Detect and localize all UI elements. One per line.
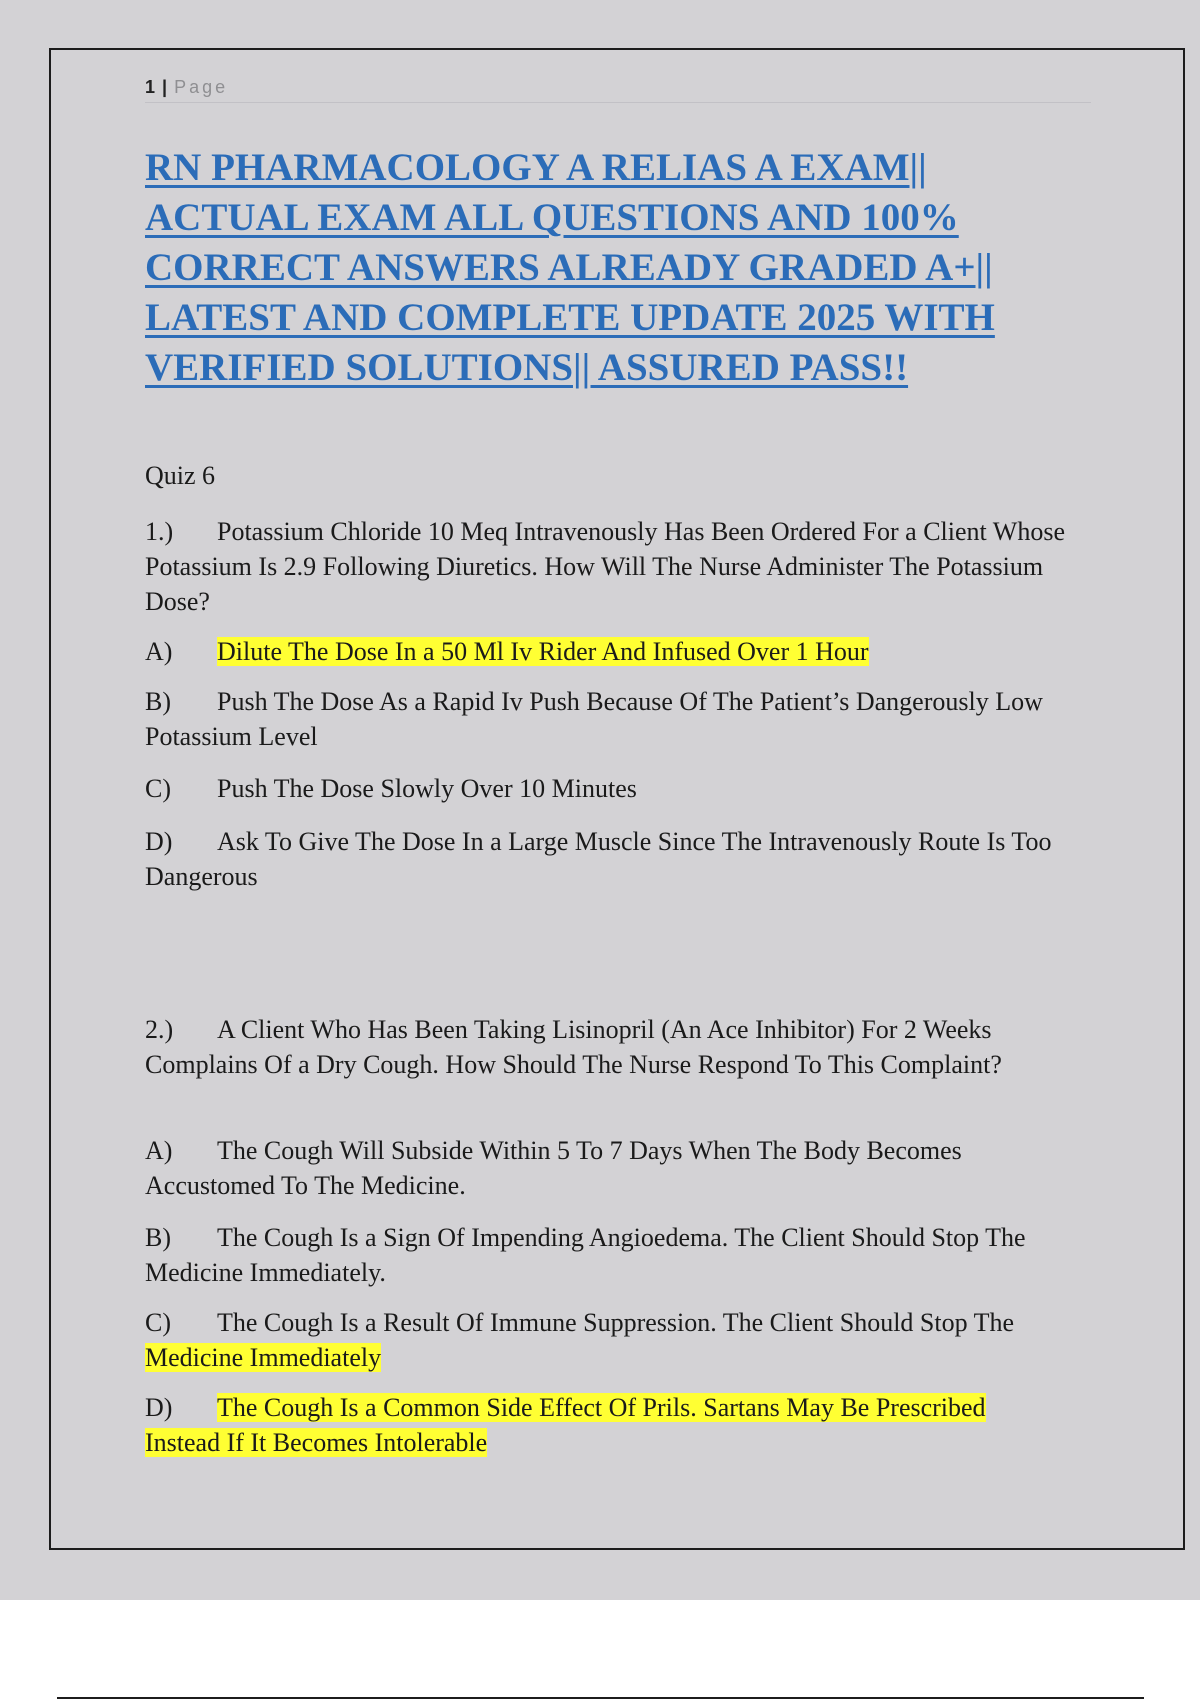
document-title: RN PHARMACOLOGY A RELIAS A EXAM|| ACTUAL EXAM ALL QUESTIONS AND 100% CORRECT ANSWERS ALREADY GRADED A+|| LATEST AND COMPLETE UPDATE 2025 WITH VERIFIED SOLUTIONS|| ASSURED PASS!!: [145, 146, 995, 389]
header-separator: |: [162, 77, 168, 97]
option-label: C): [145, 774, 171, 803]
question-2-option-d: [145, 1390, 1065, 1460]
highlighted-answer: Dilute The Dose In a 50 Ml Iv Rider And Infused Over 1 Hour: [217, 637, 869, 666]
option-text: The Cough Is a Result Of Immune Suppression. The Client Should Stop The: [217, 1308, 1015, 1337]
option-label: A): [145, 1136, 173, 1165]
question-2-option-b: [145, 1220, 1065, 1290]
option-text: Push The Dose Slowly Over 10 Minutes: [217, 774, 637, 803]
highlighted-answer: Medicine Immediately: [145, 1343, 382, 1372]
question-1-option-a: [145, 634, 1065, 669]
quiz-label: Quiz 6: [145, 461, 216, 490]
question-1-option-d: [145, 824, 1065, 894]
highlighted-answer: The Cough Is a Common Side Effect Of Prils. Sartans May Be Prescribed Instead If It Becomes Intolerable: [145, 1393, 986, 1457]
question-2-option-a: [145, 1133, 1065, 1203]
page-header: [145, 74, 1091, 103]
question-1-stem: [145, 514, 1065, 619]
option-label: B): [145, 1223, 171, 1252]
page-number: 1: [145, 77, 156, 97]
option-label: D): [145, 1393, 173, 1422]
option-text: The Cough Is a Sign Of Impending Angioedema. The Client Should Stop The Medicine Immediately.: [145, 1223, 1026, 1287]
option-label: D): [145, 827, 173, 856]
question-2-stem: [145, 1012, 1065, 1082]
question-text: Potassium Chloride 10 Meq Intravenously Has Been Ordered For a Client Whose Potassium Is 2.9 Following Diuretics. How Will The Nurse Administer The Potassium Dose?: [145, 517, 1065, 616]
option-text: Ask To Give The Dose In a Large Muscle Since The Intravenously Route Is Too Dangerous: [145, 827, 1052, 891]
bottom-rule: [57, 1697, 1144, 1699]
question-2-option-c: [145, 1305, 1065, 1375]
option-label: A): [145, 637, 173, 666]
option-text: Push The Dose As a Rapid Iv Push Because Of The Patient’s Dangerously Low Potassium Level: [145, 687, 1043, 751]
option-text: The Cough Will Subside Within 5 To 7 Days When The Body Becomes Accustomed To The Medicine.: [145, 1136, 962, 1200]
question-text: A Client Who Has Been Taking Lisinopril (An Ace Inhibitor) For 2 Weeks Complains Of a Dry Cough. How Should The Nurse Respond To This Complaint?: [145, 1015, 1002, 1079]
page-word: Page: [174, 77, 229, 97]
question-1-option-b: [145, 684, 1065, 754]
question-number: 1.): [145, 517, 174, 546]
option-label: C): [145, 1308, 171, 1337]
option-label: B): [145, 687, 171, 716]
question-number: 2.): [145, 1015, 174, 1044]
question-1-option-c: [145, 771, 1065, 806]
